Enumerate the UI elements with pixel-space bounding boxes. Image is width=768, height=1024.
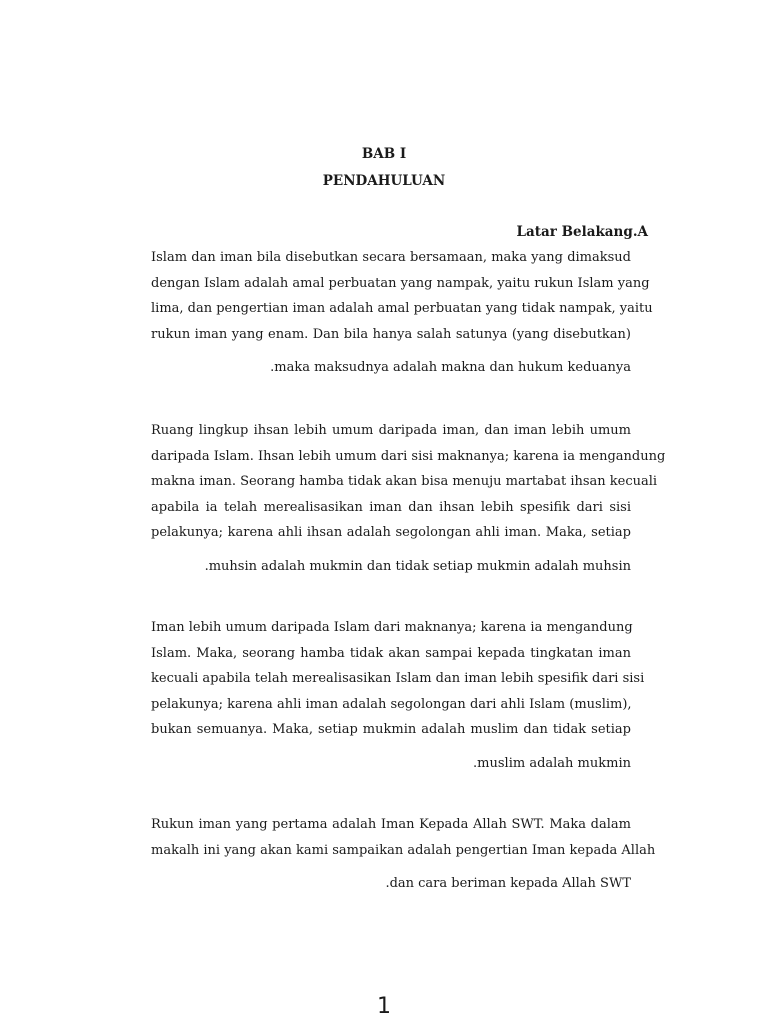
- paragraph-line: Islam dan iman bila disebutkan secara bersamaan, maka yang dimaksud: [151, 250, 631, 265]
- paragraph-last-line: .muslim adalah mukmin: [473, 755, 631, 771]
- paragraph-line: makalh ini yang akan kami sampaikan adalah pengertian Iman kepada Allah: [151, 842, 656, 858]
- paragraph-line: daripada Islam. Ihsan lebih umum dari sisi maknanya; karena ia mengandung: [151, 448, 666, 464]
- page-number: 1: [377, 994, 391, 1019]
- paragraph-line: pelakunya; karena ahli iman adalah segolongan dari ahli Islam (muslim),: [151, 696, 632, 712]
- paragraph-line: Islam. Maka, seorang hamba tidak akan sampai kepada tingkatan iman: [151, 645, 631, 661]
- paragraph-1: [151, 245, 653, 381]
- paragraph-line: dengan Islam adalah amal perbuatan yang nampak, yaitu rukun Islam yang: [151, 275, 650, 291]
- paragraph-line: Ruang lingkup ihsan lebih umum daripada iman, dan iman lebih umum: [151, 423, 631, 438]
- section-heading: Latar Belakang.A: [516, 224, 648, 240]
- paragraph-line: apabila ia telah merealisasikan iman dan ihsan lebih spesifik dari sisi: [151, 499, 631, 515]
- paragraph-line: lima, dan pengertian iman adalah amal perbuatan yang tidak nampak, yaitu: [151, 301, 653, 316]
- paragraph-line: Rukun iman yang pertama adalah Iman Kepada Allah SWT. Maka dalam: [151, 817, 631, 832]
- paragraph-last-line: .maka maksudnya adalah makna dan hukum keduanya: [270, 360, 631, 375]
- chapter-title: PENDAHULUAN: [322, 173, 446, 189]
- paragraph-last-line: .dan cara beriman kepada Allah SWT: [385, 876, 631, 891]
- paragraph-line: kecuali apabila telah merealisasikan Islam dan iman lebih spesifik dari sisi: [151, 671, 645, 686]
- paragraph-3: [151, 615, 645, 776]
- paragraph-line: Iman lebih umum daripada Islam dari maknanya; karena ia mengandung: [151, 620, 633, 635]
- paragraph-line: bukan semuanya. Maka, setiap mukmin adalah muslim dan tidak setiap: [151, 722, 631, 737]
- paragraph-2: [151, 418, 666, 579]
- chapter-label: BAB I: [361, 146, 407, 162]
- paragraph-line: rukun iman yang enam. Dan bila hanya salah satunya (yang disebutkan): [151, 326, 631, 342]
- paragraph-4: [151, 812, 656, 897]
- paragraph-line: makna iman. Seorang hamba tidak akan bisa menuju martabat ihsan kecuali: [151, 474, 658, 489]
- paragraph-line: pelakunya; karena ahli ihsan adalah segolongan ahli iman. Maka, setiap: [151, 525, 631, 540]
- paragraph-last-line: .muhsin adalah mukmin dan tidak setiap mukmin adalah muhsin: [204, 558, 631, 574]
